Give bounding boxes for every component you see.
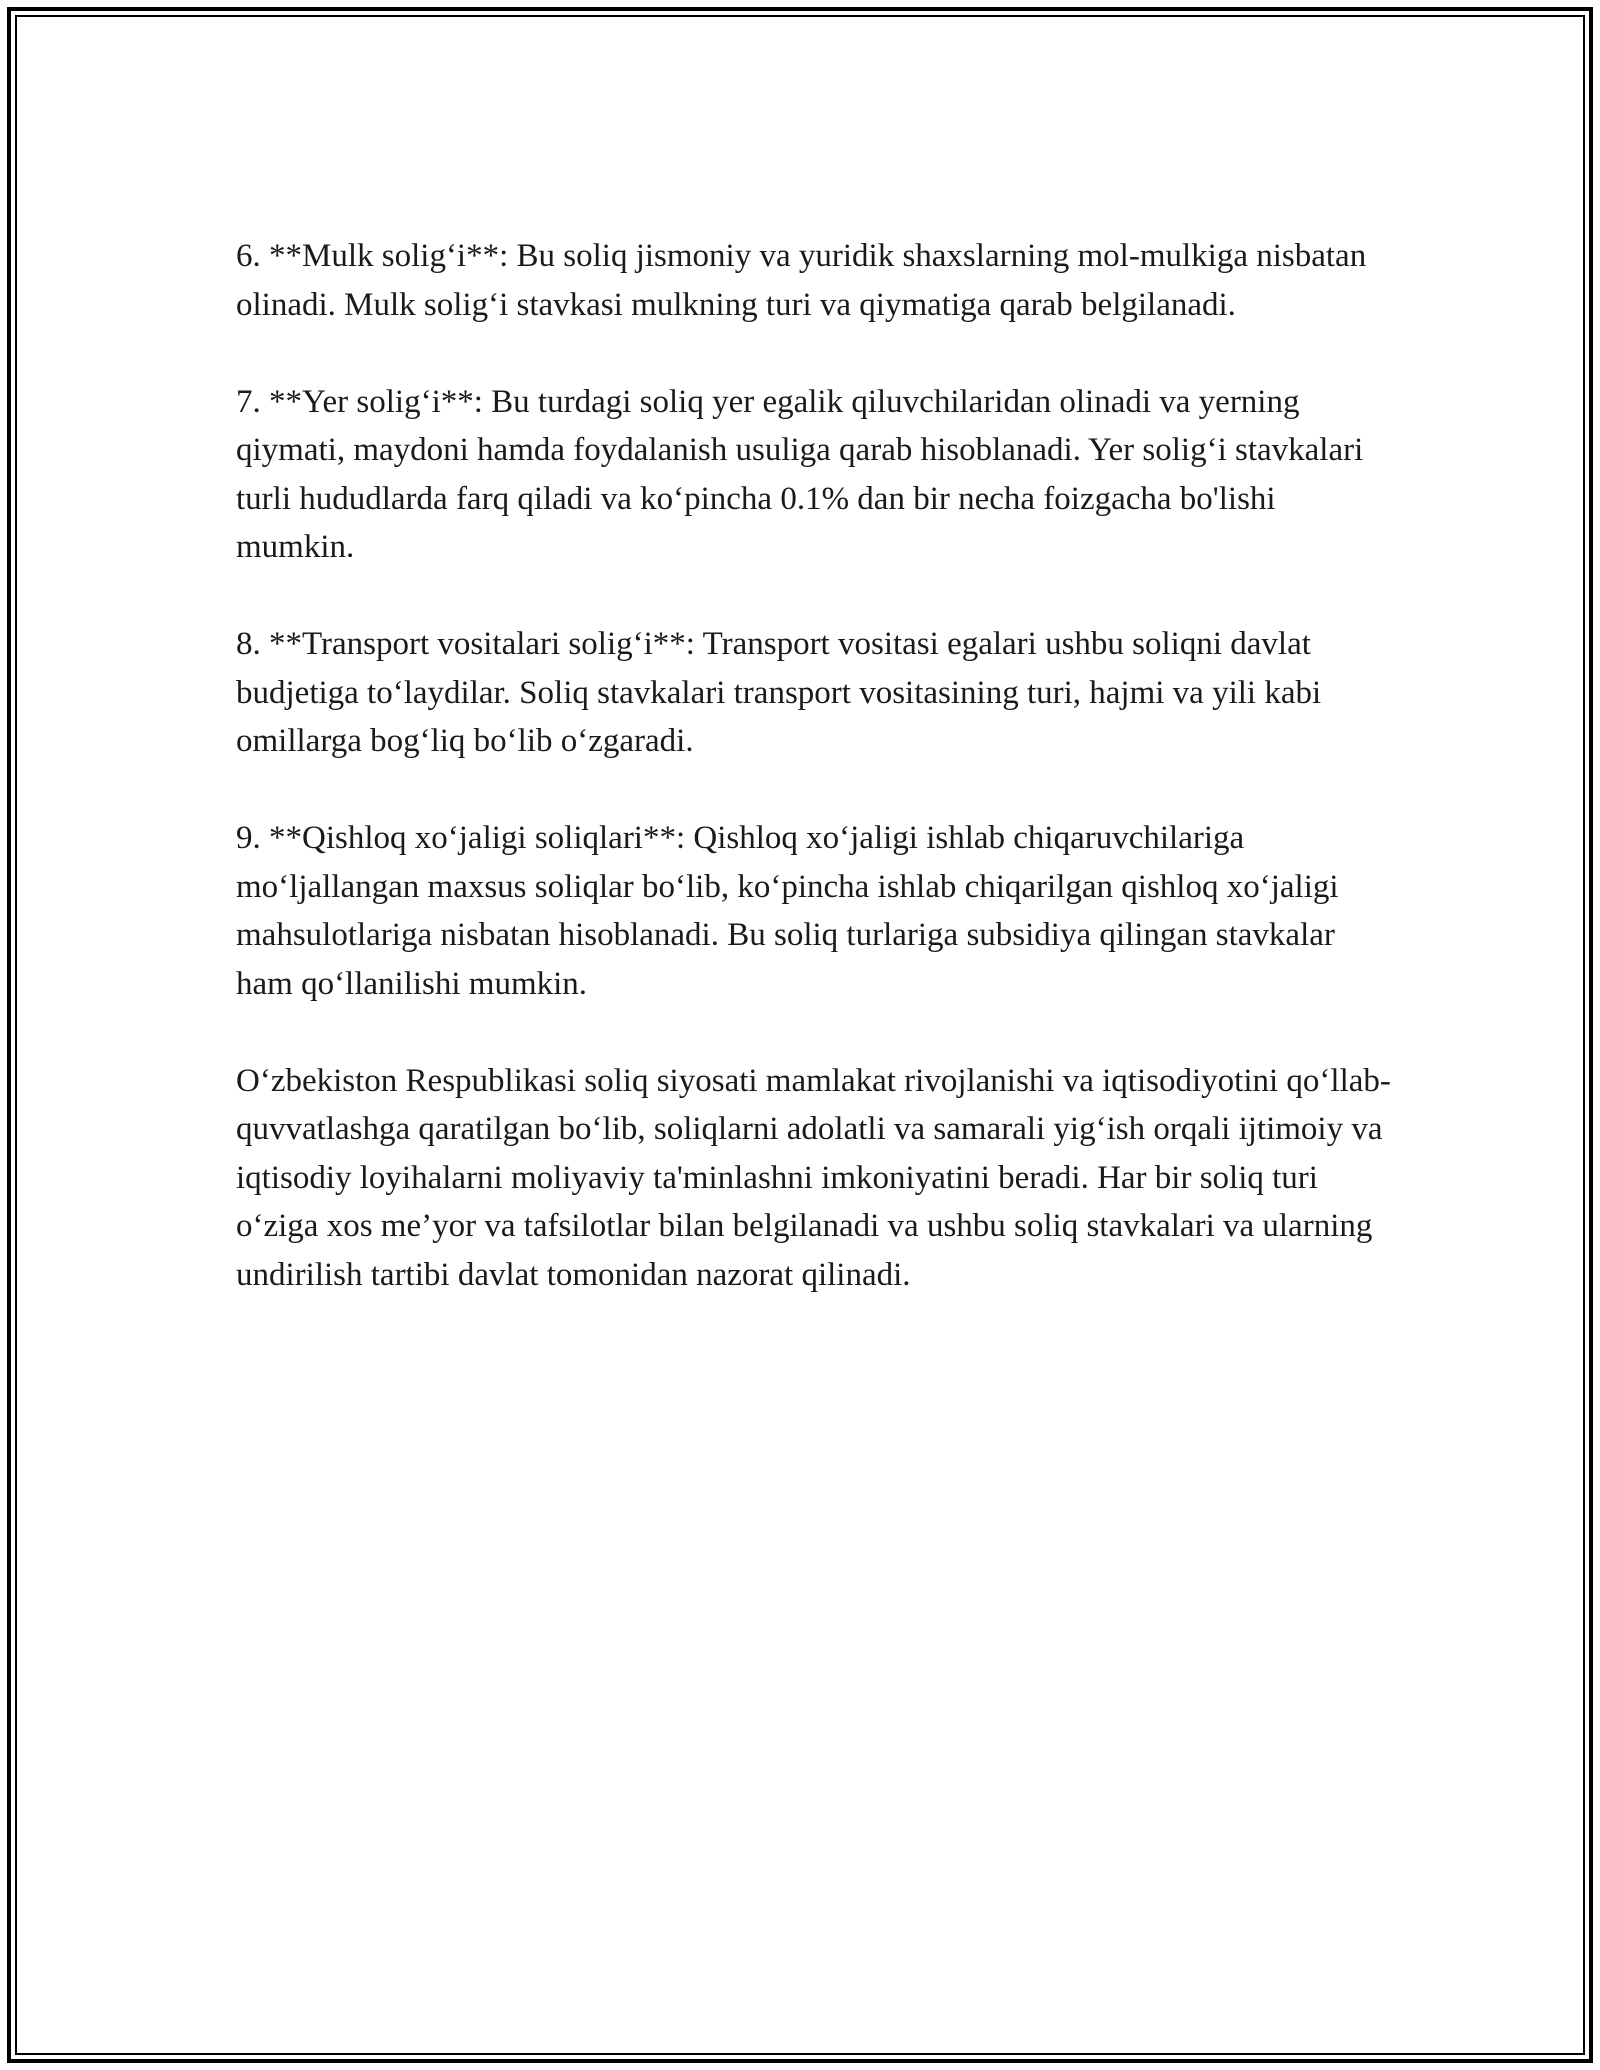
paragraph-agricultural-tax: 9. **Qishloq xo‘jaligi soliqlari**: Qishloq xo‘jaligi ishlab chiqaruvchilariga mo‘ljallangan maxsus soliqlar bo‘lib, ko‘pincha ishlab chiqarilgan qishloq xo‘jaligi mahsulotlariga nisbatan hisoblanadi. Bu soliq turlariga subsidiya qilingan stavkalar ham qo‘llanilishi mumkin. (236, 820, 1339, 1002)
paragraph-land-tax: 7. **Yer solig‘i**: Bu turdagi soliq yer egalik qiluvchilaridan olinadi va yerning qiymati, maydoni hamda foydalanish usuliga qarab hisoblanadi. Yer solig‘i stavkalari turli hududlarda farq qiladi va ko‘pincha 0.1% dan bir necha foizgacha bo'lishi mumkin. (236, 383, 1364, 565)
paragraph-tax-policy-summary: O‘zbekiston Respublikasi soliq siyosati mamlakat rivojlanishi va iqtisodiyotini qo‘llab-quvvatlashga qaratilgan bo‘lib, soliqlarni adolatli va samarali yig‘ish orqali ijtimoiy va iqtisodiy loyihalarni moliyaviy ta'minlashni imkoniyatini beradi. Har bir soliq turi o‘ziga xos me’yor va tafsilotlar bilan belgilanadi va ushbu soliq stavkalari va ularning undirilish tartibi davlat tomonidan nazorat qilinadi. (236, 1062, 1391, 1293)
document-body (236, 232, 1396, 1348)
paragraph-vehicle-tax: 8. **Transport vositalari solig‘i**: Transport vositasi egalari ushbu soliqni davlat budjetiga to‘laydilar. Soliq stavkalari transport vositasining turi, hajmi va yili kabi omillarga bog‘liq bo‘lib o‘zgaradi. (236, 626, 1322, 759)
paragraph-property-tax: 6. **Mulk solig‘i**: Bu soliq jismoniy va yuridik shaxslarning mol-mulkiga nisbatan olinadi. Mulk solig‘i stavkasi mulkning turi va qiymatiga qarab belgilanadi. (236, 238, 1367, 323)
